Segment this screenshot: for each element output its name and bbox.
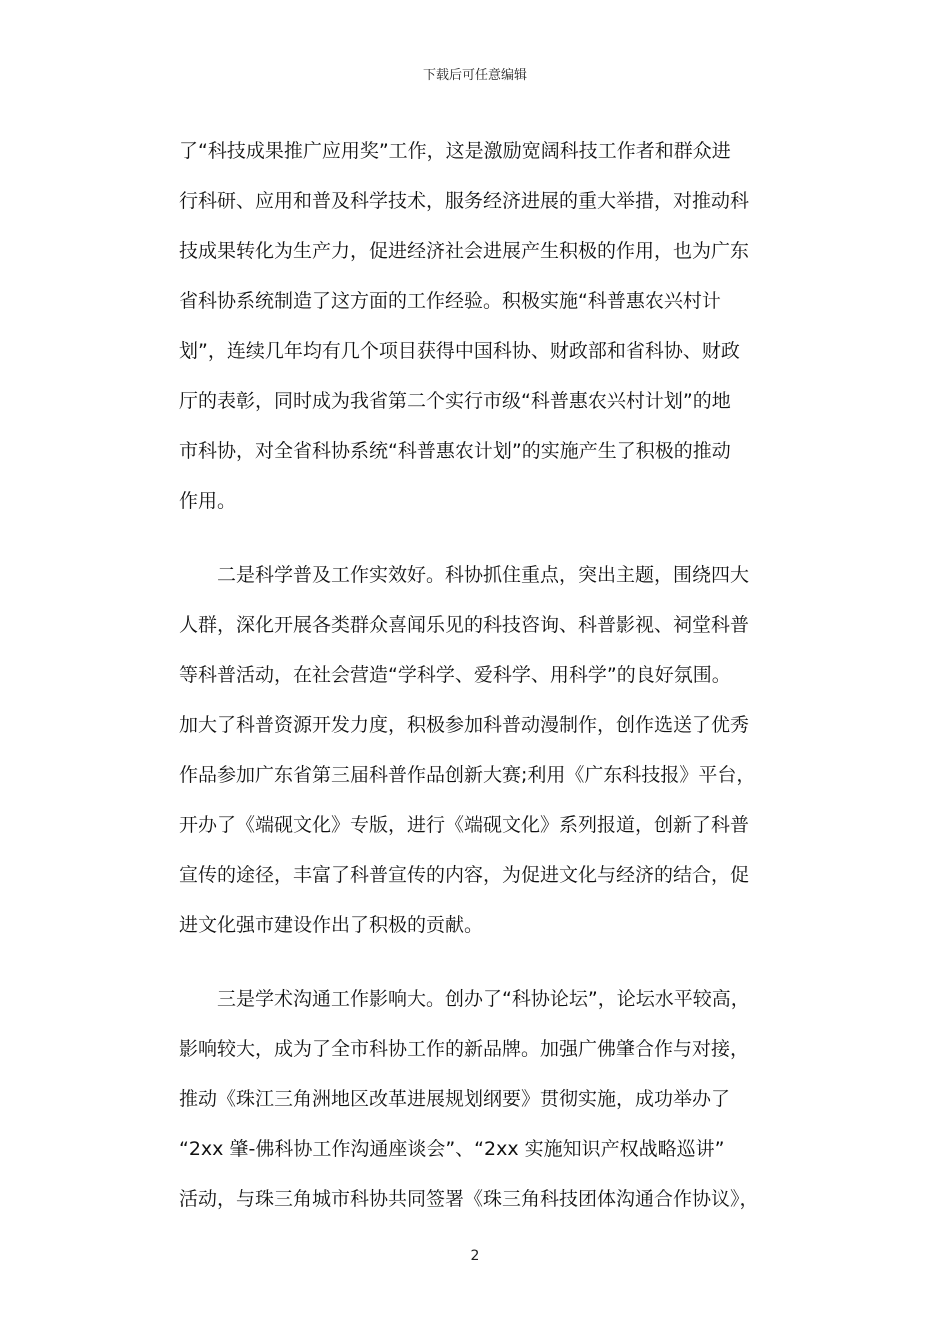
paragraph-line: 开办了《端砚文化》专版，进行《端砚文化》系列报道，创新了科普 (179, 814, 750, 836)
paragraph-line: 厅的表彰，同时成为我省第二个实行市级“科普惠农兴村计划”的地 (179, 390, 731, 412)
page-number: 2 (470, 1248, 480, 1264)
paragraph-line: 省科协系统制造了这方面的工作经验。积极实施“科普惠农兴村计 (179, 290, 721, 312)
paragraph-line: 行科研、应用和普及科学技术，服务经济进展的重大举措，对推动科 (179, 190, 750, 212)
document-body (179, 133, 779, 1231)
page-header-note: 下载后可任意编辑 (422, 68, 527, 83)
paragraph-line: 进文化强市建设作出了积极的贡献。 (179, 914, 484, 936)
paragraph-line: 推动《珠江三角洲地区改革进展规划纲要》贯彻实施，成功举办了 (179, 1088, 731, 1110)
paragraph-line: 人群，深化开展各类群众喜闻乐见的科技咨询、科普影视、祠堂科普 (179, 614, 750, 636)
paragraph-line: 作用。 (179, 490, 237, 512)
paragraph-line: 三是学术沟通工作影响大。创办了“科协论坛”，论坛水平较高， (217, 988, 750, 1010)
paragraph-line: 影响较大，成为了全市科协工作的新品牌。加强广佛肇合作与对接， (179, 1038, 750, 1060)
paragraph-spacer (179, 533, 779, 557)
paragraph-spacer (179, 957, 779, 981)
paragraph-line: “2xx 肇-佛科协工作沟通座谈会”、“2xx 实施知识产权战略巡讲” (179, 1138, 725, 1160)
paragraph-line: 技成果转化为生产力，促进经济社会进展产生积极的作用，也为广东 (179, 240, 750, 262)
paragraph-line: 活动，与珠三角城市科协共同签署《珠三角科技团体沟通合作协议》， (179, 1188, 759, 1210)
paragraph-line: 二是科学普及工作实效好。科协抓住重点，突出主题，围绕四大 (217, 564, 750, 586)
paragraph-line: 等科普活动，在社会营造“学科学、爱科学、用科学”的良好氛围。 (179, 664, 731, 686)
paragraph-2 (179, 557, 779, 957)
paragraph-line: 市科协，对全省科协系统“科普惠农计划”的实施产生了积极的推动 (179, 440, 731, 462)
paragraph-line: 宣传的途径，丰富了科普宣传的内容，为促进文化与经济的结合，促 (179, 864, 750, 886)
paragraph-line: 作品参加广东省第三届科普作品创新大赛;利用《广东科技报》平台， (179, 764, 756, 786)
paragraph-line: 加大了科普资源开发力度，积极参加科普动漫制作，创作选送了优秀 (179, 714, 750, 736)
paragraph-line: 划”，连续几年均有几个项目获得中国科协、财政部和省科协、财政 (179, 340, 740, 362)
paragraph-1 (179, 133, 779, 533)
paragraph-3 (179, 981, 779, 1231)
paragraph-line: 了“科技成果推广应用奖”工作，这是激励宽阔科技工作者和群众进 (179, 140, 731, 162)
